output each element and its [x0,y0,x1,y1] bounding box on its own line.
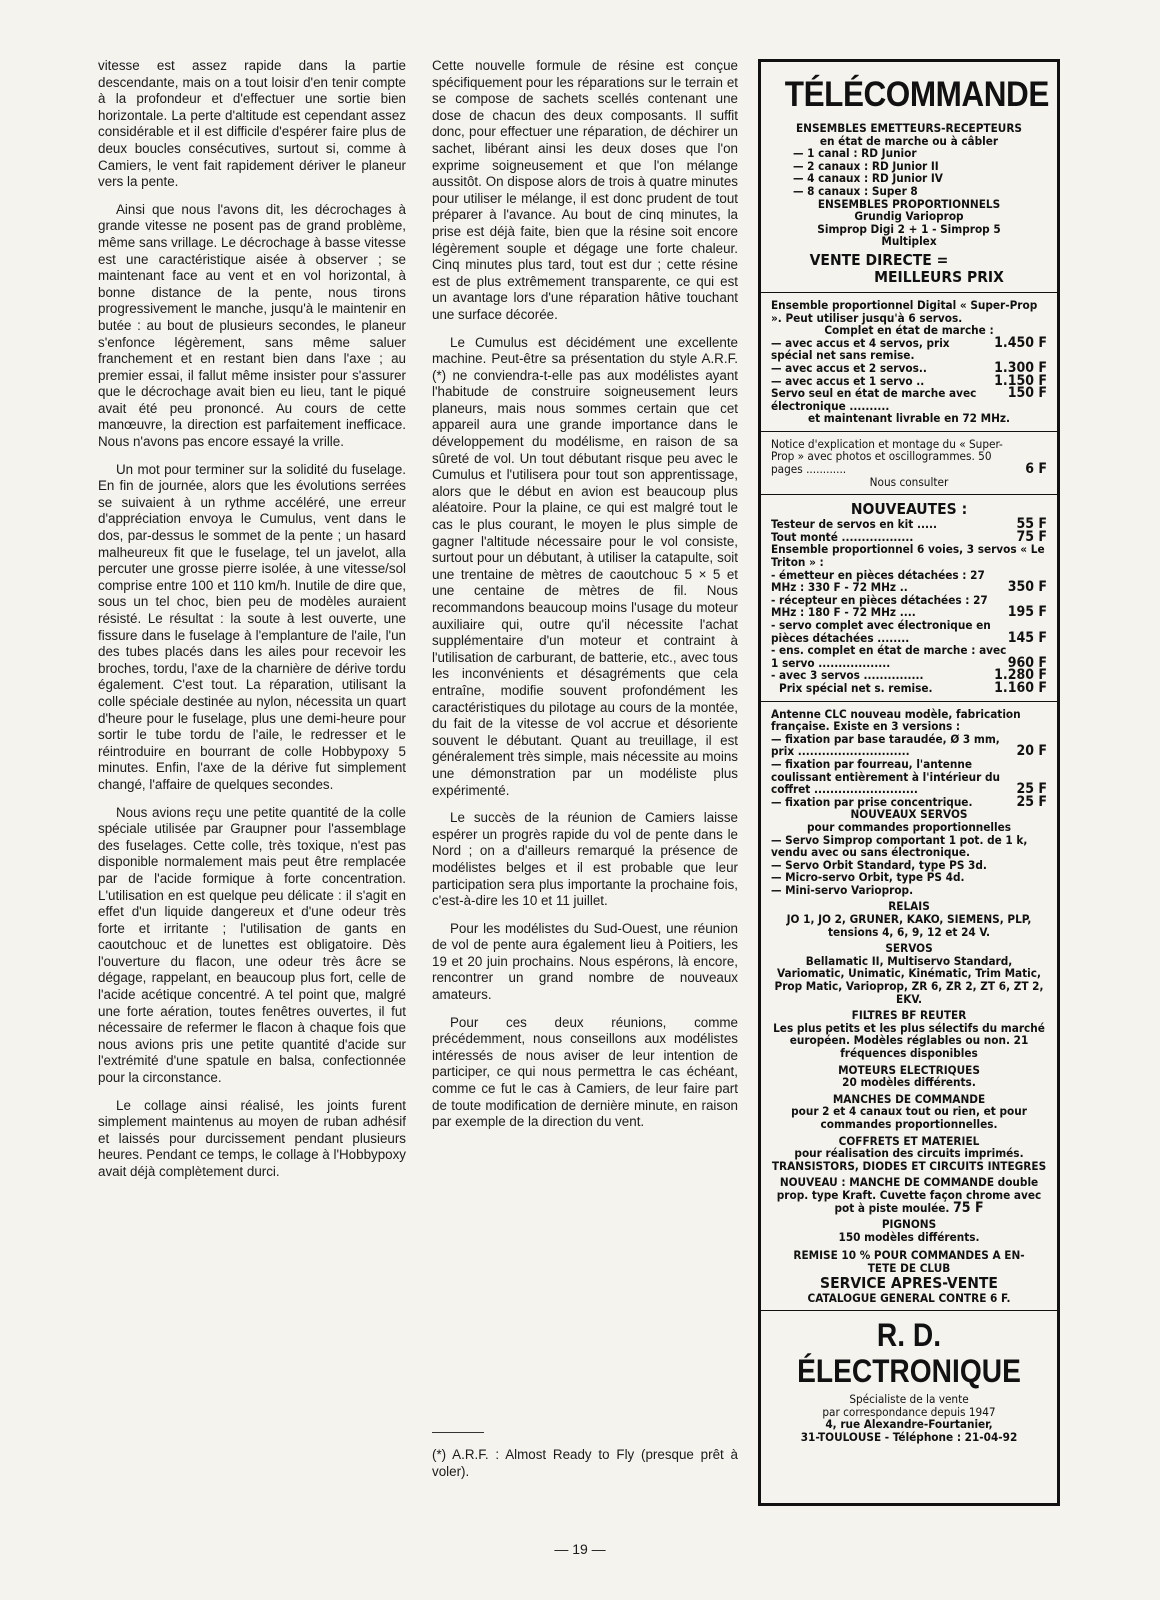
price-value: 25 F [1016,781,1047,798]
price-row [771,518,1047,531]
price-value: 150 F [1007,385,1047,402]
price-label: — fixation par prise concentrique. [771,794,973,809]
article-column-2 [432,58,738,1142]
advertisement-box [758,59,1060,1506]
price-label: — avec accus et 2 servos.. [771,360,927,375]
article-paragraph: vitesse est assez rapide dans la partie descendante, mais on a tout loisir d'en tenir compte à la profondeur et d'effectuer une sortie bien horizontale. La perte d'altitude est cependant assez considérable et il est difficile d'espérer faire plus de deux boucles consécutives, surtout si, comme à Camiers, le vent fait rapidement dériver le planeur vers la pente. [98,58,406,190]
article-paragraph: Le succès de la réunion de Camiers laisse espérer un progrès rapide du vol de pente dans le Nord ; on a d'ailleurs remarqué la présence de modélistes belges et il est probable que leur participation sera plus importante la prochaine fois, c'est-à-dire les 10 et 11 juillet. [432,810,738,909]
price-value: 1.150 F [994,372,1047,389]
footnote-divider [432,1432,484,1433]
nouveau-price: 75 F [953,1199,984,1216]
list-item: — 8 canaux : Super 8 [793,183,918,198]
list-item: — 2 canaux : RD Junior II [793,158,939,173]
price-value: 195 F [1007,604,1047,621]
brand-sub: Spécialiste de la vente [849,1392,969,1407]
list-item: — 4 canaux : RD Junior IV [793,171,943,186]
footnote: (*) A.R.F. : Almost Ready to Fly (presque prêt à voler). [432,1447,738,1479]
price-value: 1.160 F [994,679,1047,696]
antenne-intro: Antenne CLC nouveau modèle, fabrication française. Existe en 3 versions : [771,706,1021,734]
brand-name: R. D. ÉLECTRONIQUE [797,1317,1021,1390]
article-paragraph: Pour ces deux réunions, comme précédemment, nous conseillons aux modélistes intéressés de nous aviser de leur intention de participer, ce qui nous permettra le cas échéant, comme ce fut le cas à Camiers, de leur faire part de toute modification de dernière minute, en raison par exemple de la direction du vent. [432,1014,738,1130]
ad-title: TÉLÉCOMMANDE [784,75,1049,114]
list-item: — Servo Simprop comportant 1 pot. de 1 k, vendu avec ou sans électronique. [771,832,1028,860]
prop-line: Grundig Varioprop [854,209,964,224]
prop-line: Multiplex [881,234,937,249]
nouveau-text: NOUVEAU : MANCHE DE COMMANDE double prop. type Kraft. Cuvette façon chrome avec pot à piste moulée. [776,1175,1042,1215]
price-row [771,387,1047,412]
price-value: 55 F [1016,516,1047,533]
price-row [771,644,1047,669]
article-paragraph: Pour les modélistes du Sud-Ouest, une réunion de vol de pente aura également lieu à Poitiers, les 19 et 20 juin prochains. Nous espérons, là encore, rencontrer un grand nombre de nouveaux amateurs. [432,920,738,1003]
ensembles-subheading: en état de marche ou à câbler [819,133,999,148]
coffrets-text: pour réalisation des circuits imprimés. [794,1146,1024,1161]
nouveautes-heading: NOUVEAUTES : [850,500,968,519]
price-value: 350 F [1007,579,1047,596]
servos-new-list [771,834,1047,897]
price-row [771,569,1047,594]
brand-address: 4, rue Alexandre-Fourtanier, [825,1417,993,1432]
price-value: 1.450 F [994,334,1047,351]
notice-text: Notice d'explication et montage du « Super-Prop » avec photos et oscillogrammes. 50 pages ............ [771,436,1003,477]
filtres-heading: FILTRES BF REUTER [851,1008,967,1023]
transistors-heading: TRANSISTORS, DIODES ET CIRCUITS INTEGRES [771,1158,1047,1173]
divider [761,494,1057,495]
manches-heading: MANCHES DE COMMANDE [832,1091,986,1106]
price-label: — fixation par fourreau, l'antenne coulissant entièrement à l'intérieur du coffret .......................... [771,756,1000,797]
filtres-text: Les plus petits et les plus sélectifs du marché européen. Modèles réglables ou non. 21 fréquences disponibles [773,1020,1045,1060]
manches-text: pour 2 et 4 canaux tout ou rien, et pour commandes proportionnelles. [791,1104,1027,1131]
remise-text: REMISE 10 % POUR COMMANDES A EN-TETE DE CLUB [793,1248,1025,1275]
page-number: — 19 — [554,1541,606,1557]
coffrets-heading: COFFRETS ET MATERIEL [838,1133,980,1148]
notice-consult: Nous consulter [869,474,949,489]
pignons-heading: PIGNONS [881,1217,937,1232]
price-row [771,679,1047,696]
service-text: SERVICE APRES-VENTE [820,1273,998,1292]
superprop-livrable: et maintenant livrable en 72 MHz. [807,411,1011,426]
list-item: — 1 canal : RD Junior [793,146,917,161]
servos-text: Bellamatic II, Multiservo Standard, Variomatic, Unimatic, Kinématic, Trim Matic, Prop Matic, Varioprop, ZR 6, ZR 2, ZT 6, ZT 2, EKV. [774,953,1044,1006]
article-paragraph: Le Cumulus est décidément une excellente machine. Peut-être sa présentation du style A.R.F. (*) ne conviendra-t-elle pas aux modélistes ayant l'habitude de construire soigneusement leurs planeurs, mais nous sommes certain que cet appareil aura une grande importance dans le développement du modélisme, en raison de sa sûreté de vol. Un tout débutant risque peu avec le Cumulus et l'utilisera pour tout son apprentissage, alors que le début en avion est beaucoup plus aléatoire. Pour la plaine, ce qui est malgré tout le cas le plus courant, le moyen le plus simple de gagner l'altitude nécessaire pour le vol consiste, surtout pour un débutant, à utiliser la catapulte, soit une trentaine de mètres de caoutchouc 5 × 5 et une centaine de mètres de fil. Nous recommandons beaucoup moins l'usage du moteur auxiliaire qui, outre qu'il nécessite l'achat supplémentaire d'un moteur et contraint à l'utilisation de carburant, de batterie, etc., avec tous les inconvénients et désagréments que cela entraîne, modifie souvent profondément les caractéristiques du pilotage au cours de la montée, du fait de la vitesse de vol accrue et désoriente souvent le débutant. Quant au treuillage, il est généralement très simple, mais nécessite au moins une démonstration par un modéliste plus expérimenté. [432,334,738,798]
price-label: - avec 3 servos ............... [771,668,924,683]
article-column-1 [98,58,406,1192]
servos-new-sub: pour commandes proportionnelles [806,819,1012,834]
prop-heading: ENSEMBLES PROPORTIONNELS [817,196,1001,211]
price-value: 75 F [1016,528,1047,545]
price-label: - émetteur en pièces détachées : 27 MHz : 330 F - 72 MHz .. [771,567,985,595]
price-label: — avec accus et 1 servo .. [771,373,925,388]
article-paragraph: Nous avions reçu une petite quantité de la colle spéciale utilisée par Graupner pour l'assemblage des fuselages. Cette colle, très toxique, n'est pas disponible normalement mais peut être remplacée par de l'acide formique à forte concentration. L'utilisation en est quelque peu délicate : il s'agit en effet d'un liquide dangereux et d'une odeur très forte et irritante ; l'utilisation de gants en caoutchouc et de lunettes est obligatoire. Dès l'ouverture du flacon, une odeur très âcre se dégage, rappelant, en beaucoup plus fort, celle de l'acide acétique concentré. A tel point que, malgré une forte aération, toutes fenêtres ouvertes, il fut nécessaire de refermer le flacon à chaque fois que nous avions pris une petite quantité d'acide sur l'extrémité d'une spatule en balsa, confectionnée pour la circonstance. [98,804,406,1086]
price-label: - servo complet avec électronique en pièces détachées ........ [771,618,991,645]
price-label: — fixation par base taraudée, Ø 3 mm, prix ............................ [771,731,1000,759]
price-label: - ens. complet en état de marche : avec 1 servo .................. [771,643,1007,670]
price-label: — avec accus et 4 servos, prix spécial net sans remise. [771,335,950,363]
pignons-text: 150 modèles différents. [838,1229,980,1244]
price-row [771,758,1047,796]
article-paragraph: Cette nouvelle formule de résine est conçue spécifiquement pour les réparations sur le terrain et se compose de sachets scellés contenant une dose de chacun des deux composants. Il suffit donc, pour effectuer une réparation, de déchirer un sachet, libérant ainsi les deux doses que l'on exprime soigneusement et que l'on mélange aussitôt. On dispose alors de trois à quatre minutes pour utiliser le mélange, il est donc prudent de tout préparer à l'avance. Au bout de cinq minutes, la prise est déjà faite, bien que la résine soit encore légèrement souple et dégage une forte chaleur. Cinq minutes plus tard, tout est dur ; cette résine est de plus extrêmement transparente, ce qui est un avantage lors d'une réparation hâtive touchant une surface décorée. [432,58,738,322]
ensembles-list [771,147,1047,197]
price-label: Testeur de servos en kit ..... [771,517,937,532]
list-item: — Servo Orbit Standard, type PS 3d. [771,857,987,872]
triton-intro: Ensemble proportionnel 6 voies, 3 servos « Le Triton » : [771,542,1045,570]
servos-heading: SERVOS [885,941,933,956]
superprop-complet: Complet en état de marche : [824,323,994,338]
moteurs-text: 20 modèles différents. [842,1075,976,1090]
brand-address: 31-TOULOUSE - Téléphone : 21-04-92 [800,1429,1018,1444]
notice-row [771,438,1047,476]
ensembles-heading: ENSEMBLES EMETTEURS-RECEPTEURS [795,121,1022,135]
relais-heading: RELAIS [888,899,930,914]
prop-line: Simprop Digi 2 + 1 - Simprop 5 [817,221,1001,236]
nouveau-manche [771,1176,1047,1214]
price-label: Prix spécial net s. remise. [779,680,933,695]
relais-text: JO 1, JO 2, GRUNER, KAKO, SIEMENS, PLP, tensions 4, 6, 9, 12 et 24 V. [786,912,1032,939]
vente-directe: VENTE DIRECTE = [809,250,949,269]
brand-sub: par correspondance depuis 1947 [822,1404,996,1419]
moteurs-heading: MOTEURS ELECTRIQUES [838,1062,980,1077]
price-label: Tout monté .................. [771,529,914,544]
divider [761,701,1057,702]
meilleurs-prix: MEILLEURS PRIX [874,267,1004,286]
divider [761,292,1057,293]
catalogue-text: CATALOGUE GENERAL CONTRE 6 F. [807,1290,1011,1305]
article-paragraph: Ainsi que nous l'avons dit, les décrochages à grande vitesse ne posent pas de grand problème, même sans vrillage. Le décrochage à basse vitesse est une caractéristique aisée à observer ; se maintenant face au vent et en vol horizontal, à bonne distance de la pente, nous tirons progressivement le manche, jusqu'à le maintenir en butée : au bout de plusieurs secondes, le planeur s'enfonce légèrement, sans même saluer franchement et en restant bien dans l'axe ; au premier essai, il fallut même insister pour s'assurer que le décrochage avait bien eu lieu, tant le piqué avait été peu prononcé. Au cours de cette manœuvre, la direction est parfaitement inefficace. Nous n'avons pas encore essayé la vrille. [98,201,406,450]
price-value: 1.280 F [994,667,1047,684]
price-row [771,733,1047,758]
price-value: 1.300 F [994,359,1047,376]
list-item: — Micro-servo Orbit, type PS 4d. [771,870,965,885]
article-paragraph: Le collage ainsi réalisé, les joints furent simplement maintenus au moyen de ruban adhésif et laissés pour durcissement pendant plusieurs heures. Pendant ce temps, le collage à l'Hobbypoxy avait déjà complètement durci. [98,1097,406,1179]
price-value: 960 F [1007,654,1047,671]
notice-price: 6 F [1025,461,1047,478]
price-row [771,619,1047,644]
article-paragraph: Un mot pour terminer sur la solidité du fuselage. En fin de journée, alors que les évolutions serrées se suivaient à un rythme accéléré, une erreur d'appréciation envoya le Cumulus, vent dans le dos, par-dessus le sommet de la pente ; un hasard malheureux fit que le fuselage, tel un javelot, alla percuter une grosse pierre isolée, à une vitesse/sol comprise entre 100 et 110 km/h. Inutile de dire que, sous un tel choc, bien peu de modèles auraient résisté. Le résultat : la soute à lest ouverte, une fissure dans le fuselage à l'emplanture de l'aile, l'un des tubes placés dans les ailes pour recevoir les broches, tordu, l'axe de la charnière de dérive tordu également. C'est tout. La réparation, utilisant la colle spéciale destinée au nylon, nécessita un quart d'heure pour le fuselage, plus une demi-heure pour sortir le tube tordu de l'aile, le redresser et le réintroduire en bourrant de colle Hobbypoxy 5 minutes. Enfin, l'axe de la dérive fut simplement changé, l'affaire de quelques secondes. [98,461,406,792]
price-label: - récepteur en pièces détachées : 27 MHz : 180 F - 72 MHz .... [771,592,988,620]
divider [761,431,1057,432]
price-label: Servo seul en état de marche avec électronique .......... [771,386,977,413]
price-row [771,334,1047,363]
servos-new-heading: NOUVEAUX SERVOS [850,807,968,822]
list-item: — Mini-servo Varioprop. [771,882,914,897]
price-row [771,594,1047,619]
divider [761,1310,1057,1311]
superprop-intro: Ensemble proportionnel Digital « Super-Prop ». Peut utiliser jusqu'à 6 servos. [771,297,1038,325]
price-value: 25 F [1016,793,1047,810]
price-value: 20 F [1016,743,1047,760]
price-value: 145 F [1007,629,1047,646]
